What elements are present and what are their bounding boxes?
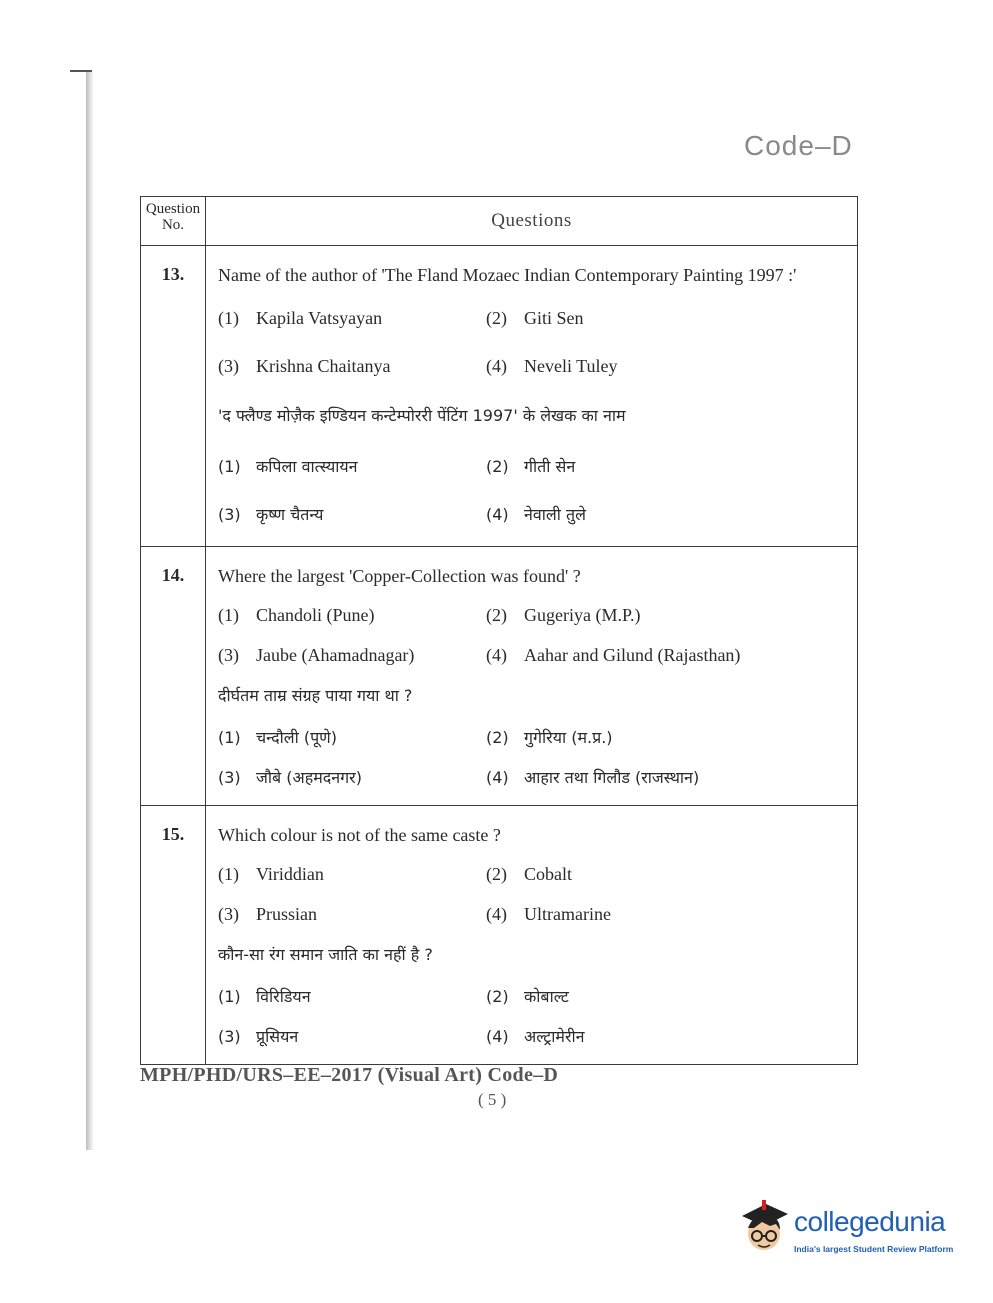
options-row bbox=[218, 342, 849, 390]
option-label: विरिडियन bbox=[256, 987, 311, 1006]
options-row bbox=[218, 635, 849, 675]
option-label: आहार तथा गिलौड (राजस्थान) bbox=[524, 768, 700, 787]
question-row-14 bbox=[141, 547, 858, 806]
option-label: नेवाली तुले bbox=[524, 505, 586, 524]
question-text-hi: 'द फ्लैण्ड मोज़ैक इण्डियन कन्टेम्पोररी पेंटिंग 1997' के लेखक का नाम bbox=[218, 406, 626, 425]
question-text-en: Name of the author of 'The Fland Mozaec Indian Contemporary Painting 1997 :' bbox=[218, 265, 797, 285]
option-3: (3) Prussian bbox=[218, 903, 318, 924]
option-label: अल्ट्रामेरीन bbox=[524, 1027, 585, 1046]
option-3-hi: (3) प्रूसियन bbox=[218, 1027, 299, 1046]
column-header-question-no: Question No. bbox=[141, 197, 206, 246]
option-label: Krishna Chaitanya bbox=[256, 355, 391, 376]
option-2-hi: (2) गुगेरिया (म.प्र.) bbox=[486, 728, 613, 747]
option-2: (2) Gugeriya (M.P.) bbox=[486, 604, 641, 625]
option-label: Jaube (Ahamadnagar) bbox=[256, 644, 415, 665]
options-row bbox=[218, 854, 849, 894]
option-label: Cobalt bbox=[524, 863, 572, 884]
options-row-hi bbox=[218, 976, 849, 1016]
option-2: (2) Cobalt bbox=[486, 863, 572, 884]
option-label: Gugeriya (M.P.) bbox=[524, 604, 641, 625]
option-label: गुगेरिया (म.प्र.) bbox=[524, 728, 613, 747]
option-1-hi: (1) विरिडियन bbox=[218, 987, 311, 1006]
option-label: कोबाल्ट bbox=[524, 987, 569, 1006]
binding-tick-mark bbox=[70, 70, 92, 72]
exam-footer: MPH/PHD/URS–EE–2017 (Visual Art) Code–D bbox=[140, 1064, 559, 1086]
option-label: Neveli Tuley bbox=[524, 355, 618, 376]
option-4-hi: (4) अल्ट्रामेरीन bbox=[486, 1027, 585, 1046]
option-2-hi: (2) कोबाल्ट bbox=[486, 987, 569, 1006]
option-4-hi: (4) नेवाली तुले bbox=[486, 505, 586, 524]
table-header-row bbox=[141, 197, 858, 246]
options-row-hi bbox=[218, 490, 849, 538]
option-label: Viriddian bbox=[256, 863, 324, 884]
option-label: Giti Sen bbox=[524, 307, 584, 328]
options-row bbox=[218, 294, 849, 342]
logo-tagline: India's largest Student Review Platform bbox=[794, 1244, 954, 1254]
option-4: (4) Neveli Tuley bbox=[486, 355, 618, 376]
options-row-hi bbox=[218, 442, 849, 490]
question-body bbox=[206, 806, 858, 1065]
question-row-13 bbox=[141, 246, 858, 547]
option-label: Aahar and Gilund (Rajasthan) bbox=[524, 644, 741, 665]
question-text-hi: दीर्घतम ताम्र संग्रह पाया गया था ? bbox=[218, 686, 413, 705]
option-label: कपिला वात्स्यायन bbox=[256, 457, 358, 476]
options-row-hi bbox=[218, 1016, 849, 1056]
code-label: Code–D bbox=[744, 130, 853, 161]
options-row-hi bbox=[218, 717, 849, 757]
option-label: चन्दौली (पूणे) bbox=[256, 728, 337, 747]
binding-margin-line bbox=[86, 70, 94, 1150]
option-2: (2) Giti Sen bbox=[486, 307, 584, 328]
option-label: कृष्ण चैतन्य bbox=[256, 505, 324, 524]
question-text-hi: कौन-सा रंग समान जाति का नहीं है ? bbox=[218, 945, 433, 964]
page-number: ( 5 ) bbox=[478, 1090, 507, 1109]
column-header-questions: Questions bbox=[206, 197, 858, 246]
option-4: (4) Ultramarine bbox=[486, 903, 611, 924]
option-1: (1) Kapila Vatsyayan bbox=[218, 307, 383, 328]
option-label: Chandoli (Pune) bbox=[256, 604, 375, 625]
option-1-hi: (1) कपिला वात्स्यायन bbox=[218, 457, 358, 476]
options-row bbox=[218, 595, 849, 635]
question-body bbox=[206, 246, 858, 547]
option-3-hi: (3) जौबे (अहमदनगर) bbox=[218, 768, 362, 787]
option-3-hi: (3) कृष्ण चैतन्य bbox=[218, 505, 324, 524]
option-1-hi: (1) चन्दौली (पूणे) bbox=[218, 728, 337, 747]
student-mascot-icon bbox=[736, 1198, 792, 1258]
question-body bbox=[206, 547, 858, 806]
option-4-hi: (4) आहार तथा गिलौड (राजस्थान) bbox=[486, 768, 700, 787]
logo-wordmark: collegedunia bbox=[794, 1206, 946, 1237]
option-label: Ultramarine bbox=[524, 903, 611, 924]
options-row bbox=[218, 894, 849, 934]
option-4: (4) Aahar and Gilund (Rajasthan) bbox=[486, 644, 741, 665]
option-label: जौबे (अहमदनगर) bbox=[256, 768, 362, 787]
collegedunia-logo[interactable] bbox=[736, 1198, 966, 1268]
question-text-en: Where the largest 'Copper-Collection was found' ? bbox=[218, 566, 581, 586]
option-label: गीती सेन bbox=[524, 457, 576, 476]
question-number: 15. bbox=[141, 806, 206, 1065]
option-1: (1) Chandoli (Pune) bbox=[218, 604, 375, 625]
question-row-15 bbox=[141, 806, 858, 1065]
question-number: 14. bbox=[141, 547, 206, 806]
option-2-hi: (2) गीती सेन bbox=[486, 457, 576, 476]
option-label: Kapila Vatsyayan bbox=[256, 307, 383, 328]
options-row-hi bbox=[218, 757, 849, 797]
question-table bbox=[140, 196, 858, 1065]
question-text-en: Which colour is not of the same caste ? bbox=[218, 825, 501, 845]
option-3: (3) Krishna Chaitanya bbox=[218, 355, 391, 376]
option-label: Prussian bbox=[256, 903, 318, 924]
option-label: प्रूसियन bbox=[256, 1027, 299, 1046]
option-3: (3) Jaube (Ahamadnagar) bbox=[218, 644, 415, 665]
question-number: 13. bbox=[141, 246, 206, 547]
option-1: (1) Viriddian bbox=[218, 863, 324, 884]
